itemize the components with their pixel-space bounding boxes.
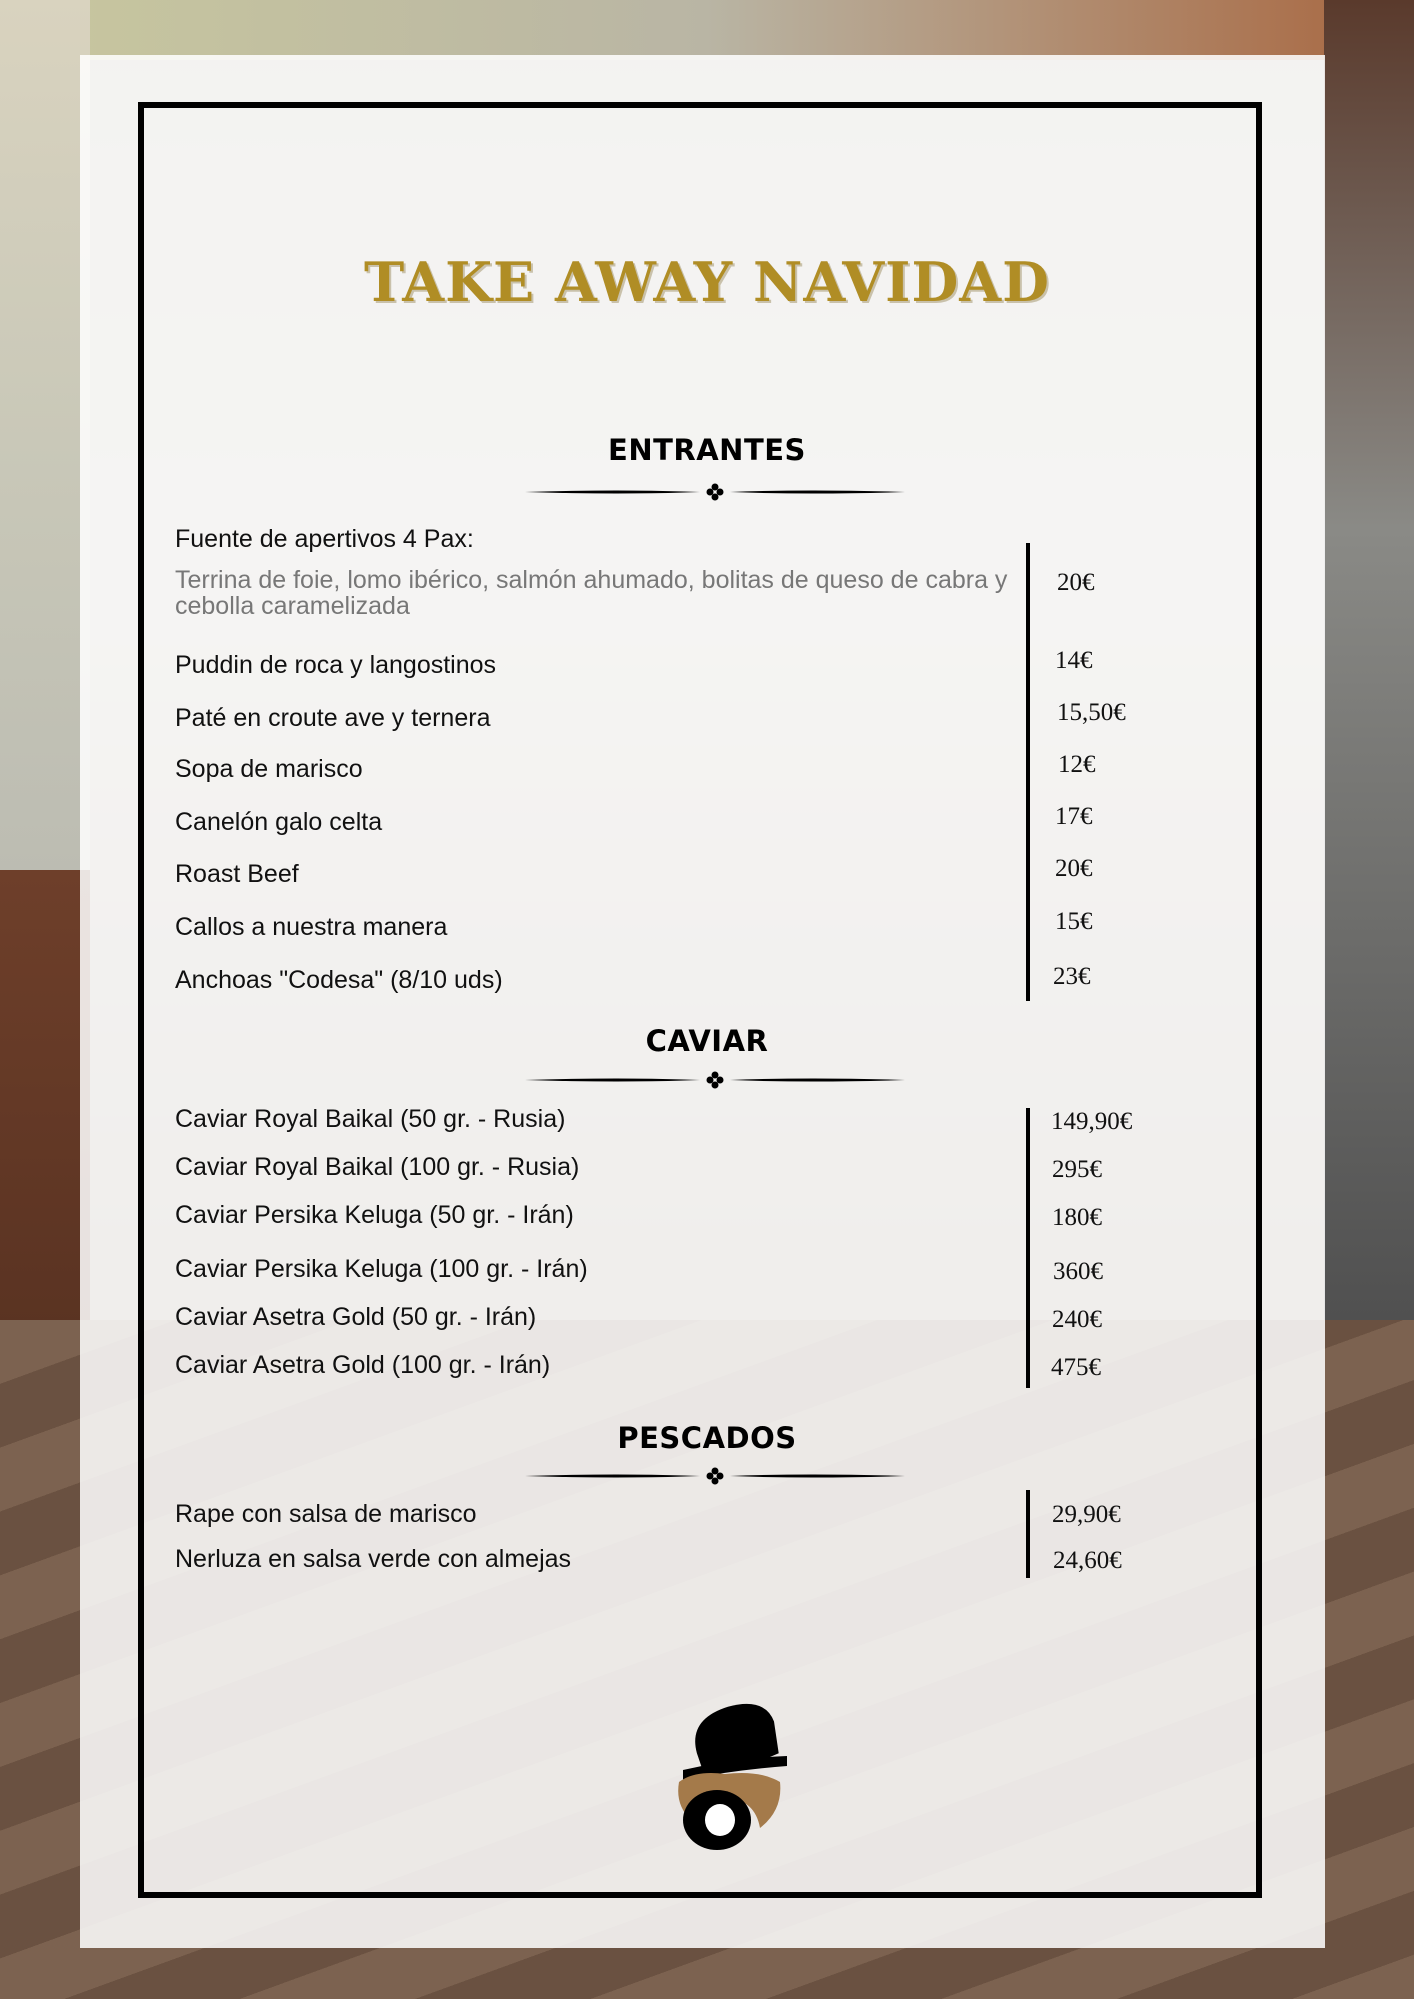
menu-item-price: 15€ [1055, 908, 1093, 935]
menu-item: Rape con salsa de marisco [175, 1500, 477, 1528]
menu-item: Paté en croute ave y ternera [175, 704, 491, 732]
menu-title: TAKE AWAY NAVIDAD [363, 250, 1050, 314]
menu-item-description: Terrina de foie, lomo ibérico, salmón ahumado, bolitas de queso de cabra y cebolla caramelizada [175, 566, 1008, 620]
ornamental-divider-icon [520, 482, 910, 502]
menu-frame [138, 102, 1262, 1898]
menu-item-price: 15,50€ [1057, 699, 1126, 726]
menu-item: Caviar Persika Keluga (50 gr. - Irán) [175, 1201, 574, 1229]
section-title-entrantes: ENTRANTES [608, 433, 806, 467]
menu-item-price: 17€ [1055, 803, 1093, 830]
section-title-caviar: CAVIAR [645, 1024, 769, 1058]
menu-item: Canelón galo celta [175, 808, 383, 836]
menu-item-price: 12€ [1058, 751, 1096, 778]
menu-item-price: 475€ [1051, 1354, 1101, 1381]
menu-item-price: 29,90€ [1052, 1501, 1121, 1528]
menu-item: Puddin de roca y langostinos [175, 651, 497, 679]
menu-item: Caviar Asetra Gold (50 gr. - Irán) [175, 1303, 537, 1331]
price-separator-bar [1026, 543, 1030, 1001]
menu-item: Callos a nuestra manera [175, 913, 448, 941]
menu-item-price: 240€ [1052, 1306, 1102, 1333]
price-separator-bar [1026, 1108, 1030, 1388]
menu-item-price: 180€ [1052, 1204, 1102, 1231]
menu-item: Caviar Royal Baikal (50 gr. - Rusia) [175, 1105, 566, 1133]
top-hat-mustache-logo [665, 1700, 795, 1860]
menu-item: Caviar Royal Baikal (100 gr. - Rusia) [175, 1153, 580, 1181]
menu-item-price: 149,90€ [1051, 1108, 1133, 1135]
ornamental-divider-icon [520, 1070, 910, 1090]
price-separator-bar [1026, 1490, 1030, 1578]
menu-item: Caviar Asetra Gold (100 gr. - Irán) [175, 1351, 551, 1379]
menu-item: Anchoas "Codesa" (8/10 uds) [175, 966, 503, 994]
menu-item-price: 20€ [1057, 569, 1095, 596]
menu-item: Nerluza en salsa verde con almejas [175, 1545, 572, 1573]
menu-item-price: 23€ [1053, 963, 1091, 990]
menu-item-price: 360€ [1053, 1258, 1103, 1285]
menu-item-price: 295€ [1052, 1156, 1102, 1183]
section-title-pescados: PESCADOS [617, 1421, 797, 1455]
background-right [1324, 0, 1414, 1320]
menu-item: Roast Beef [175, 860, 299, 888]
menu-item-price: 24,60€ [1053, 1547, 1122, 1574]
ornamental-divider-icon [520, 1466, 910, 1486]
menu-item: Sopa de marisco [175, 755, 363, 783]
background-top [0, 0, 1414, 60]
menu-item: Fuente de apertivos 4 Pax: [175, 525, 474, 553]
background-wood-left [0, 870, 90, 1330]
menu-item-price: 14€ [1055, 647, 1093, 674]
menu-item: Caviar Persika Keluga (100 gr. - Irán) [175, 1255, 588, 1283]
menu-item-price: 20€ [1055, 855, 1093, 882]
